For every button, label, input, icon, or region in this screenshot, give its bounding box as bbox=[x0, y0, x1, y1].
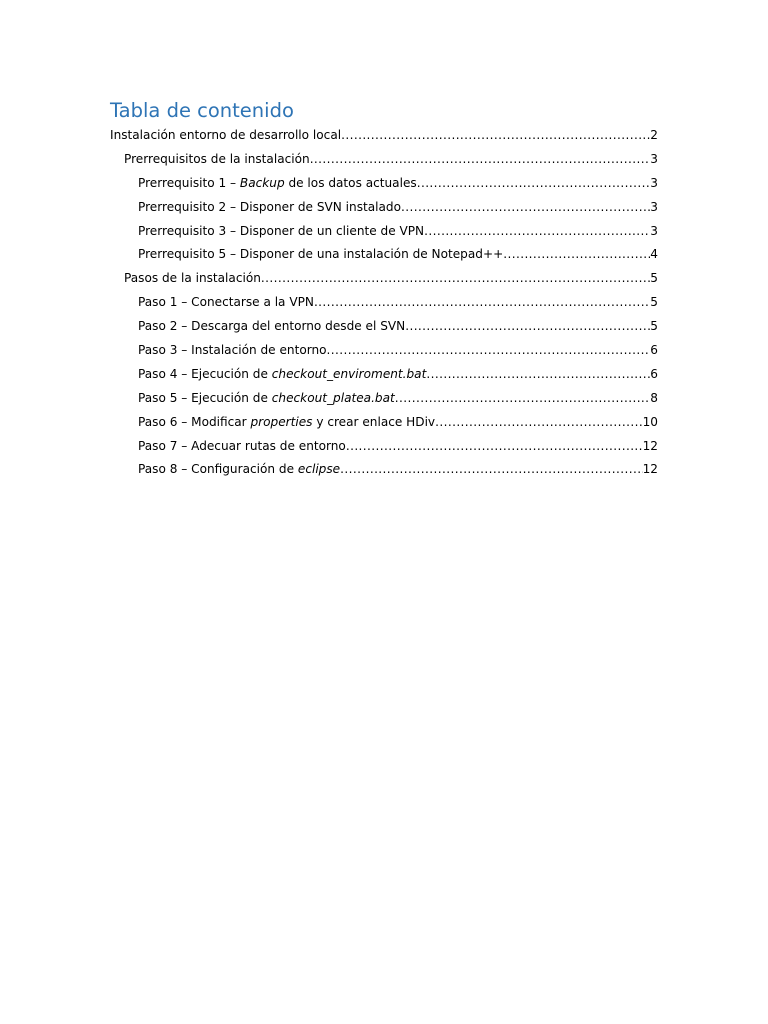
toc-entry[interactable] bbox=[110, 291, 658, 315]
toc-entry[interactable] bbox=[110, 148, 658, 172]
toc-dot-leader bbox=[503, 243, 650, 267]
toc-entry-title-italic: eclipse bbox=[297, 462, 341, 477]
toc-dot-leader bbox=[314, 291, 650, 315]
toc-entry-title-part: Prerrequisito 3 – Disponer de un cliente de VPN bbox=[138, 223, 425, 238]
toc-page-number[interactable]: 3 bbox=[650, 223, 658, 238]
toc-entry-title-part: Instalación entorno de desarrollo local bbox=[110, 128, 342, 142]
toc-entry-title[interactable] bbox=[138, 387, 395, 411]
toc-page-number[interactable]: 5 bbox=[650, 319, 658, 334]
toc-entry-title-part: Paso 2 – Descarga del entorno desde el SVN bbox=[138, 319, 406, 334]
toc-entry[interactable] bbox=[110, 458, 658, 482]
toc-entry-title[interactable] bbox=[138, 339, 327, 363]
toc-title: Tabla de contenido bbox=[110, 99, 294, 122]
toc-entry[interactable] bbox=[110, 435, 658, 459]
toc-page-number[interactable]: 5 bbox=[650, 295, 658, 310]
toc-entry-title[interactable] bbox=[138, 411, 435, 435]
toc-entry[interactable] bbox=[110, 243, 658, 267]
toc-page-number[interactable]: 3 bbox=[650, 199, 658, 214]
toc-dot-leader bbox=[401, 196, 650, 220]
toc-entry-title-part: Paso 7 – Adecuar rutas de entorno bbox=[138, 438, 346, 453]
toc-entry-title-italic: Backup bbox=[239, 175, 285, 190]
toc-page-number[interactable]: 4 bbox=[650, 247, 658, 262]
toc-dot-leader bbox=[327, 339, 651, 363]
toc-entry-title[interactable] bbox=[138, 435, 346, 459]
toc-entries bbox=[110, 124, 658, 482]
toc-dot-leader bbox=[424, 220, 650, 244]
toc-dot-leader bbox=[417, 172, 651, 196]
toc-entry-title[interactable] bbox=[124, 267, 261, 291]
toc-entry[interactable] bbox=[110, 172, 658, 196]
toc-entry-title[interactable] bbox=[138, 196, 401, 220]
toc-entry[interactable] bbox=[110, 315, 658, 339]
toc-dot-leader bbox=[310, 148, 651, 172]
toc-entry-title-part: Paso 3 – Instalación de entorno bbox=[138, 343, 327, 358]
toc-dot-leader bbox=[405, 315, 650, 339]
toc-entry-title-italic: checkout_enviroment.bat bbox=[271, 366, 427, 381]
toc-entry-title-part: Paso 1 – Conectarse a la VPN bbox=[138, 295, 314, 310]
toc-entry[interactable] bbox=[110, 363, 658, 387]
toc-entry-title[interactable] bbox=[138, 458, 340, 482]
toc-page-number[interactable]: 6 bbox=[650, 343, 658, 358]
toc-dot-leader bbox=[346, 435, 643, 459]
toc-page-number[interactable]: 12 bbox=[642, 462, 658, 477]
toc-entry-title[interactable] bbox=[138, 291, 314, 315]
toc-dot-leader bbox=[261, 267, 650, 291]
toc-entry[interactable] bbox=[110, 124, 658, 148]
table-of-contents bbox=[110, 98, 658, 482]
toc-dot-leader bbox=[341, 124, 650, 148]
toc-entry[interactable] bbox=[110, 387, 658, 411]
toc-entry[interactable] bbox=[110, 339, 658, 363]
toc-entry-title[interactable] bbox=[138, 172, 417, 196]
toc-entry-title-part: Paso 6 – Modificar bbox=[138, 414, 251, 429]
toc-entry-title-part: Prerrequisito 1 – bbox=[138, 175, 240, 190]
toc-entry-title-part: de los datos actuales bbox=[284, 175, 417, 190]
toc-entry-title-part: Paso 5 – Ejecución de bbox=[138, 390, 272, 405]
toc-page-number[interactable]: 2 bbox=[650, 128, 658, 142]
toc-entry[interactable] bbox=[110, 267, 658, 291]
toc-page-number[interactable]: 5 bbox=[650, 271, 658, 286]
toc-dot-leader bbox=[426, 363, 650, 387]
toc-entry-title[interactable] bbox=[138, 220, 424, 244]
toc-entry-title-italic: properties bbox=[250, 414, 313, 429]
toc-dot-leader bbox=[340, 458, 643, 482]
toc-entry[interactable] bbox=[110, 196, 658, 220]
toc-entry-title[interactable] bbox=[124, 148, 310, 172]
toc-entry-title-part: y crear enlace HDiv bbox=[312, 414, 436, 429]
toc-page-number[interactable]: 12 bbox=[642, 438, 658, 453]
toc-entry-title[interactable] bbox=[138, 315, 405, 339]
toc-entry[interactable] bbox=[110, 220, 658, 244]
toc-entry-title-part: Prerrequisitos de la instalación bbox=[124, 151, 310, 166]
toc-page-number[interactable]: 3 bbox=[650, 175, 658, 190]
toc-entry-title[interactable] bbox=[138, 363, 426, 387]
toc-dot-leader bbox=[435, 411, 643, 435]
toc-entry[interactable] bbox=[110, 411, 658, 435]
toc-page-number[interactable]: 8 bbox=[650, 390, 658, 405]
toc-entry-title[interactable] bbox=[110, 124, 341, 148]
toc-entry-title-part: Paso 4 – Ejecución de bbox=[138, 366, 272, 381]
toc-entry-title-part: Paso 8 – Configuración de bbox=[138, 462, 298, 477]
toc-page-number[interactable]: 10 bbox=[642, 414, 658, 429]
toc-dot-leader bbox=[395, 387, 651, 411]
toc-entry-title-part: Prerrequisito 5 – Disponer de una instalación de Notepad++ bbox=[138, 247, 504, 262]
toc-entry-title[interactable] bbox=[138, 243, 503, 267]
toc-entry-title-italic: checkout_platea.bat bbox=[271, 390, 395, 405]
toc-page-number[interactable]: 6 bbox=[650, 366, 658, 381]
toc-page-number[interactable]: 3 bbox=[650, 151, 658, 166]
toc-entry-title-part: Pasos de la instalación bbox=[124, 271, 261, 286]
toc-entry-title-part: Prerrequisito 2 – Disponer de SVN instalado bbox=[138, 199, 402, 214]
